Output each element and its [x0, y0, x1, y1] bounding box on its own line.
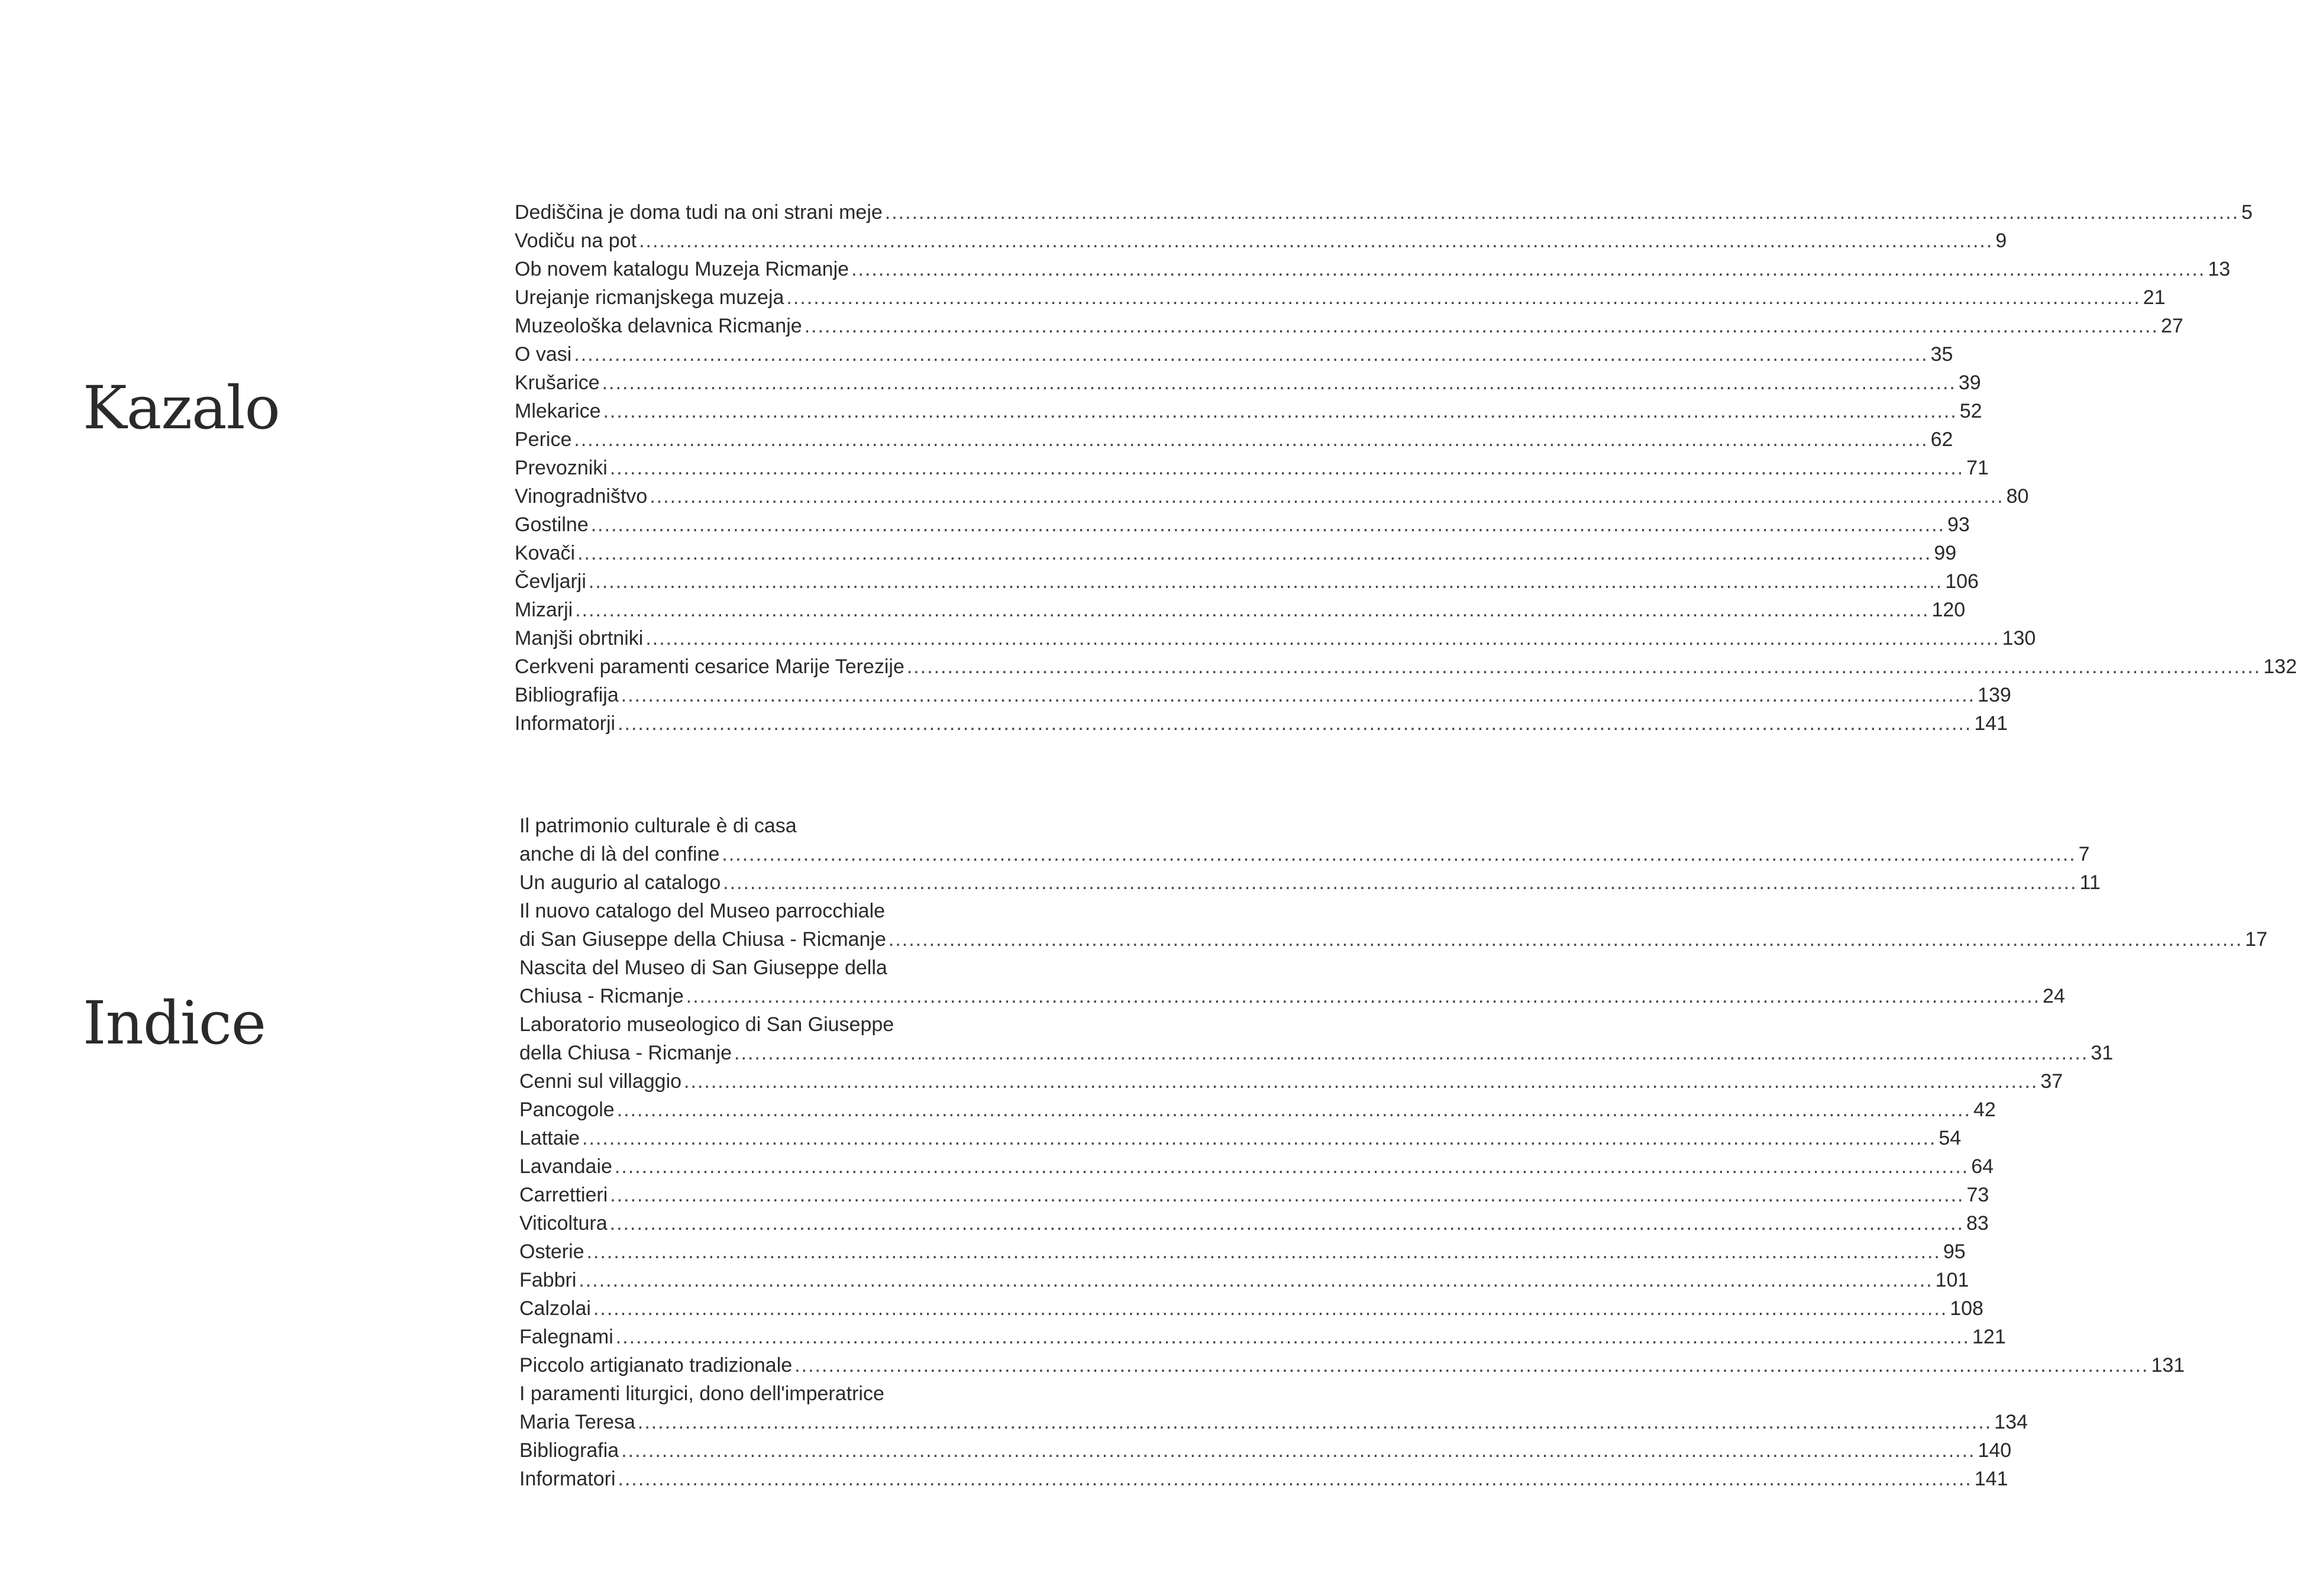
toc-entry-title: Perice: [515, 428, 572, 451]
toc-entry-title: Piccolo artigianato tradizionale: [519, 1354, 793, 1377]
toc-page-number: 141: [1974, 1468, 2008, 1490]
toc-entry-title: Vodiču na pot: [515, 230, 637, 252]
dot-leader: ........................................................................................................................................................................................................: [888, 928, 2243, 951]
dot-leader: ........................................................................................................................................................................................................: [786, 286, 2141, 309]
toc-entry-row: [519, 840, 2090, 868]
dot-leader: ........................................................................................................................................................................................................: [615, 1326, 1970, 1348]
toc-entry: [515, 198, 2253, 227]
toc-entry: [515, 369, 1981, 397]
dot-leader: ........................................................................................................................................................................................................: [588, 570, 1943, 593]
dot-leader: ........................................................................................................................................................................................................: [593, 1297, 1948, 1320]
toc-entry-row: [519, 1181, 1989, 1209]
dot-leader: ........................................................................................................................................................................................................: [734, 1042, 2089, 1064]
toc-page-number: 130: [2002, 627, 2036, 650]
toc-page-number: 5: [2241, 201, 2253, 224]
toc-page-number: 131: [2151, 1354, 2185, 1377]
toc-page-number: 24: [2043, 985, 2065, 1007]
dot-leader: ........................................................................................................................................................................................................: [616, 1099, 1971, 1121]
toc-entry-row: [515, 539, 1957, 567]
dot-leader: ........................................................................................................................................................................................................: [621, 684, 1976, 706]
toc-entry-title: Informatorji: [515, 712, 616, 735]
toc-entry-row: [515, 482, 2029, 511]
toc-page-number: 132: [2263, 655, 2297, 678]
toc-entry-row: [515, 624, 2036, 652]
toc-entry: [519, 1096, 1996, 1124]
toc-entry-title: Gostilne: [515, 513, 589, 536]
dot-leader: ........................................................................................................................................................................................................: [575, 599, 1930, 621]
toc-entry-row: [515, 709, 2008, 738]
toc-entry: [515, 425, 1953, 454]
toc-entry-title: Bibliografia: [519, 1439, 619, 1462]
toc-page-number: 95: [1943, 1240, 1966, 1263]
toc-entry-row: [515, 283, 2166, 312]
toc-entry: [515, 652, 2297, 681]
toc-entry-title: Urejanje ricmanjskega muzeja: [515, 286, 784, 309]
dot-leader: ........................................................................................................................................................................................................: [614, 1155, 1969, 1178]
toc-page-number: 141: [1974, 712, 2008, 735]
toc-entry-row: [515, 312, 2183, 340]
dot-leader: ........................................................................................................................................................................................................: [686, 985, 2041, 1007]
dot-leader: ........................................................................................................................................................................................................: [650, 485, 2004, 508]
toc-entry-row: [515, 227, 2007, 255]
toc-page-number: 80: [2006, 485, 2029, 508]
toc-entry: [519, 1436, 2012, 1465]
toc-entry-title: Kovači: [515, 542, 576, 564]
toc-page-number: 37: [2040, 1070, 2063, 1093]
toc-page-number: 106: [1945, 570, 1979, 593]
toc-entry: [519, 1465, 2008, 1493]
toc-entry-title: Manjši obrtniki: [515, 627, 644, 650]
dot-leader: ........................................................................................................................................................................................................: [639, 230, 1994, 252]
toc-entry-title: di San Giuseppe della Chiusa - Ricmanje: [519, 928, 886, 951]
toc-entry: [519, 1039, 2114, 1067]
toc-entry-row: [519, 1294, 1983, 1323]
toc-entry-title: Krušarice: [515, 371, 600, 394]
dot-leader: ........................................................................................................................................................................................................: [684, 1070, 2038, 1093]
toc-entry-title: Viticoltura: [519, 1212, 608, 1235]
toc-page-number: 93: [1947, 513, 1970, 536]
toc-entry: [519, 840, 2090, 868]
indice-heading: Indice: [83, 988, 266, 1058]
toc-entry: [515, 340, 1953, 369]
toc-entry-row: [515, 255, 2231, 283]
toc-entry-row: [519, 868, 2101, 897]
toc-page-number: 54: [1939, 1127, 1962, 1149]
dot-leader: ........................................................................................................................................................................................................: [603, 400, 1957, 422]
toc-page-number: 73: [1966, 1184, 1989, 1206]
toc-page-number: 62: [1930, 428, 1953, 451]
toc-entry-row: [515, 511, 1970, 539]
toc-page-number: 13: [2208, 258, 2231, 280]
toc-entry-row: [515, 681, 2011, 709]
dot-leader: ........................................................................................................................................................................................................: [645, 627, 2000, 650]
toc-entry-title: Dediščina je doma tudi na oni strani meje: [515, 201, 883, 224]
toc-entry-title: Cerkveni paramenti cesarice Marije Terezije: [515, 655, 904, 678]
toc-entry-row: [519, 1323, 2006, 1351]
toc-entry-title: Pancogole: [519, 1099, 615, 1121]
toc-entry: [515, 539, 1957, 567]
dot-leader: ........................................................................................................................................................................................................: [618, 712, 1972, 735]
toc-entry: [515, 624, 2036, 652]
toc-entry-row: [515, 198, 2253, 227]
toc-page-number: 64: [1971, 1155, 1994, 1178]
toc-entry-title: Carrettieri: [519, 1184, 608, 1206]
toc-entry-title: Muzeološka delavnica Ricmanje: [515, 315, 802, 337]
toc-entry: [519, 925, 2267, 954]
toc-entry-row: [519, 982, 2065, 1010]
toc-page-number: 31: [2091, 1042, 2114, 1064]
toc-entry: [519, 1266, 1969, 1294]
toc-entry-title: Fabbri: [519, 1269, 577, 1291]
dot-leader: ........................................................................................................................................................................................................: [851, 258, 2206, 280]
toc-entry: [519, 1408, 2028, 1436]
toc-entry: [519, 1323, 2006, 1351]
toc-entry-row: [515, 425, 1953, 454]
toc-entry: [519, 1152, 1994, 1181]
dot-leader: ........................................................................................................................................................................................................: [574, 343, 1928, 366]
dot-leader: ........................................................................................................................................................................................................: [602, 371, 1956, 394]
toc-entry-title-line: Laboratorio museologico di San Giuseppe: [519, 1013, 894, 1036]
toc-page-number: 39: [1958, 371, 1981, 394]
dot-leader: ........................................................................................................................................................................................................: [610, 1184, 1965, 1206]
toc-entry-title: O vasi: [515, 343, 572, 366]
toc-entry: [515, 255, 2231, 283]
toc-entry: [519, 1124, 1962, 1152]
toc-entry: [515, 312, 2183, 340]
toc-entry-row: [515, 340, 1953, 369]
toc-entry-row: [519, 1465, 2008, 1493]
toc-entry-title: Maria Teresa: [519, 1411, 635, 1433]
toc-entry-row: [519, 1408, 2028, 1436]
toc-page-number: 17: [2245, 928, 2267, 951]
toc-page-number: 7: [2078, 843, 2090, 865]
toc-entry-row: [515, 567, 1979, 596]
toc-entry: [519, 1238, 1966, 1266]
toc-page-number: 9: [1995, 230, 2007, 252]
toc-entry: [519, 1209, 1989, 1238]
toc-entry-row: [515, 397, 1982, 425]
toc-entry-title: Lavandaie: [519, 1155, 612, 1178]
dot-leader: ........................................................................................................................................................................................................: [723, 871, 2078, 894]
toc-entry-title: Calzolai: [519, 1297, 591, 1320]
toc-entry-row: [515, 369, 1981, 397]
toc-page-number: 101: [1935, 1269, 1969, 1291]
toc-entry-row: [519, 1436, 2012, 1465]
toc-entry-title-line: Nascita del Museo di San Giuseppe della: [519, 957, 887, 979]
toc-entry-title: Cenni sul villaggio: [519, 1070, 682, 1093]
toc-entry: [519, 1351, 2185, 1379]
toc-entry: [519, 868, 2101, 897]
toc-entry-title: Vinogradništvo: [515, 485, 648, 508]
toc-entry-title: della Chiusa - Ricmanje: [519, 1042, 732, 1064]
dot-leader: ........................................................................................................................................................................................................: [794, 1354, 2149, 1377]
toc-entry-title: Čevljarji: [515, 570, 586, 593]
toc-entry-title: Chiusa - Ricmanje: [519, 985, 684, 1007]
toc-entry-title: Un augurio al catalogo: [519, 871, 721, 894]
dot-leader: ........................................................................................................................................................................................................: [637, 1411, 1992, 1433]
toc-entry-title: anche di là del confine: [519, 843, 720, 865]
kazalo-toc-list: [515, 198, 2297, 738]
toc-entry-row: [519, 1351, 2185, 1379]
dot-leader: ........................................................................................................................................................................................................: [804, 315, 2159, 337]
toc-page-number: 99: [1934, 542, 1957, 564]
toc-page-number: 108: [1950, 1297, 1983, 1320]
toc-page-number: 120: [1931, 599, 1966, 621]
toc-entry: [515, 454, 1989, 482]
toc-entry-row: [519, 1096, 1996, 1124]
toc-entry: [515, 283, 2166, 312]
dot-leader: ........................................................................................................................................................................................................: [621, 1439, 1976, 1462]
toc-entry-title-line: Il patrimonio culturale è di casa: [519, 815, 797, 837]
toc-entry: [519, 1067, 2063, 1096]
toc-entry-title: Lattaie: [519, 1127, 580, 1149]
toc-entry-row: [519, 1238, 1966, 1266]
toc-page-number: 71: [1966, 457, 1989, 479]
toc-page-number: 11: [2079, 871, 2101, 894]
dot-leader: ........................................................................................................................................................................................................: [722, 843, 2076, 865]
dot-leader: ........................................................................................................................................................................................................: [609, 1212, 1964, 1235]
toc-entry-row: [519, 1124, 1962, 1152]
toc-entry-title: Prevozniki: [515, 457, 608, 479]
dot-leader: ........................................................................................................................................................................................................: [618, 1468, 1972, 1490]
toc-page-number: 42: [1973, 1099, 1996, 1121]
toc-entry: [515, 596, 1966, 624]
toc-entry: [519, 982, 2065, 1010]
toc-page-number: 83: [1966, 1212, 1989, 1235]
toc-entry: [519, 1294, 1983, 1323]
toc-entry-title-line: I paramenti liturgici, dono dell'imperatrice: [519, 1382, 884, 1405]
toc-entry: [515, 397, 1982, 425]
toc-page-number: 134: [1994, 1411, 2028, 1433]
toc-entry: [515, 567, 1979, 596]
toc-page-number: 27: [2160, 315, 2183, 337]
dot-leader: ........................................................................................................................................................................................................: [579, 1269, 1933, 1291]
dot-leader: ........................................................................................................................................................................................................: [884, 201, 2240, 224]
dot-leader: ........................................................................................................................................................................................................: [609, 457, 1965, 479]
toc-entry-title: Bibliografija: [515, 684, 619, 706]
dot-leader: ........................................................................................................................................................................................................: [582, 1127, 1937, 1149]
toc-page-number: 140: [1978, 1439, 2012, 1462]
toc-entry-row: [519, 1266, 1969, 1294]
toc-entry: [515, 681, 2011, 709]
toc-page-number: 139: [1978, 684, 2011, 706]
toc-entry: [515, 227, 2007, 255]
toc-entry-row: [515, 652, 2297, 681]
dot-leader: ........................................................................................................................................................................................................: [577, 542, 1932, 564]
toc-entry: [515, 482, 2029, 511]
dot-leader: ........................................................................................................................................................................................................: [586, 1240, 1941, 1263]
dot-leader: ........................................................................................................................................................................................................: [574, 428, 1928, 451]
toc-entry: [515, 709, 2008, 738]
dot-leader: ........................................................................................................................................................................................................: [590, 513, 1945, 536]
toc-page-number: 21: [2143, 286, 2166, 309]
toc-entry-row: [515, 596, 1966, 624]
toc-page-number: 121: [1972, 1326, 2006, 1348]
toc-entry: [519, 1181, 1989, 1209]
toc-page-number: 35: [1930, 343, 1953, 366]
toc-entry-title: Mlekarice: [515, 400, 601, 422]
indice-toc-list: [519, 812, 2267, 1493]
toc-entry-row: [519, 1209, 1989, 1238]
toc-entry-row: [519, 1152, 1994, 1181]
kazalo-heading: Kazalo: [83, 373, 280, 442]
toc-entry-row: [519, 1067, 2063, 1096]
toc-entry-title: Falegnami: [519, 1326, 613, 1348]
toc-entry-row: [519, 1039, 2114, 1067]
toc-entry-title: Osterie: [519, 1240, 584, 1263]
dot-leader: ........................................................................................................................................................................................................: [906, 655, 2262, 678]
toc-page-number: 52: [1959, 400, 1982, 422]
toc-entry-title-line: Il nuovo catalogo del Museo parrocchiale: [519, 900, 886, 922]
toc-entry-row: [519, 925, 2267, 954]
toc-entry: [515, 511, 1970, 539]
toc-entry-row: [515, 454, 1989, 482]
toc-entry-title: Ob novem katalogu Muzeja Ricmanje: [515, 258, 849, 280]
toc-entry-title: Mizarji: [515, 599, 573, 621]
toc-entry-title: Informatori: [519, 1468, 616, 1490]
